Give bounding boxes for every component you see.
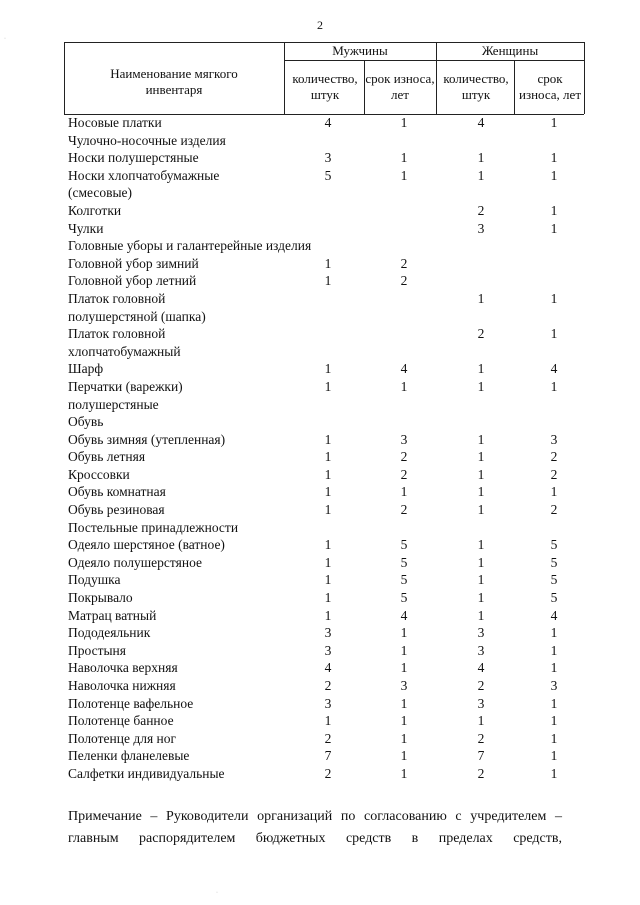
cell-w-qty: 1 <box>477 378 485 394</box>
cell-name: Наволочка нижняя <box>68 678 176 693</box>
cell-name: Платок головной <box>68 290 166 306</box>
table-row <box>0 255 640 273</box>
cell-name: Носовые платки <box>68 115 162 130</box>
cell-name: Полотенце вафельное <box>68 695 194 711</box>
cell-w-wear: 3 <box>550 431 558 447</box>
cell-m-qty: 7 <box>324 748 332 764</box>
table-row <box>0 202 640 220</box>
table-row <box>0 114 640 132</box>
cell-m-wear: 1 <box>400 730 408 746</box>
cell-m-wear: 4 <box>400 607 408 623</box>
cell-w-wear: 1 <box>550 642 558 658</box>
cell-w-wear: 5 <box>550 590 558 606</box>
cell-name: Пододеяльник <box>68 625 151 641</box>
cell-m-qty: 1 <box>324 590 332 606</box>
header-item-name: Наименование мягкого инвентаря <box>110 66 238 97</box>
cell-m-qty: 3 <box>324 150 332 166</box>
cell-m-qty: 4 <box>324 660 332 676</box>
cell-name: Салфетки индивидуальные <box>68 765 225 781</box>
cell-m-wear: 2 <box>400 273 408 289</box>
cell-name: Чулки <box>68 220 104 236</box>
cell-m-wear: 1 <box>400 660 408 676</box>
cell-w-qty: 2 <box>477 730 485 746</box>
cell-m-wear: 3 <box>400 678 408 693</box>
cell-name: Полотенце банное <box>68 713 174 729</box>
cell-name: (смесовые) <box>68 185 133 201</box>
cell-w-wear: 5 <box>550 572 558 588</box>
table-row <box>0 308 640 326</box>
cell-w-wear: 2 <box>550 502 558 518</box>
cell-name: Простыня <box>68 642 126 658</box>
table-row <box>0 431 640 449</box>
cell-w-qty: 1 <box>477 607 485 623</box>
cell-w-qty: 1 <box>477 167 485 183</box>
table-row <box>0 589 640 607</box>
cell-m-wear: 1 <box>400 765 408 781</box>
cell-m-wear: 3 <box>400 431 408 447</box>
table-row <box>0 360 640 378</box>
cell-w-qty: 3 <box>477 642 485 658</box>
cell-m-wear: 2 <box>400 255 408 271</box>
cell-w-qty: 1 <box>477 484 485 500</box>
cell-m-qty: 1 <box>324 502 332 518</box>
cell-w-wear: 1 <box>550 625 558 641</box>
table-row <box>0 466 640 484</box>
table-row <box>0 149 640 167</box>
table-row <box>0 536 640 554</box>
note-line-2: главным распорядителем бюджетных средств в пределах средств, <box>68 831 562 846</box>
cell-w-wear: 1 <box>550 167 558 183</box>
table-row <box>0 343 640 361</box>
table-header <box>64 42 584 114</box>
cell-m-qty: 1 <box>324 554 332 570</box>
cell-m-qty: 1 <box>324 484 332 500</box>
cell-name: Шарф <box>68 361 104 377</box>
scan-dot: · <box>216 890 218 896</box>
header-men-wear-period: срок износа, лет <box>365 71 435 102</box>
cell-w-wear: 2 <box>550 449 558 465</box>
cell-w-wear: 1 <box>550 730 558 746</box>
cell-name: Носки хлопчатобумажные <box>68 167 220 183</box>
cell-w-qty: 2 <box>477 326 485 342</box>
header-women-quantity: количество, штук <box>443 71 509 102</box>
cell-name: Колготки <box>68 202 122 218</box>
table-row <box>0 659 640 677</box>
cell-m-wear: 4 <box>400 361 408 377</box>
cell-w-wear: 2 <box>550 466 558 482</box>
scan-dot: · <box>4 36 6 42</box>
table-row <box>0 730 640 748</box>
cell-name: Обувь зимняя (утепленная) <box>68 431 226 447</box>
cell-m-wear: 1 <box>400 115 408 130</box>
cell-w-wear: 1 <box>550 326 558 342</box>
table-row <box>0 483 640 501</box>
cell-m-qty: 1 <box>324 361 332 377</box>
cell-w-qty: 3 <box>477 220 485 236</box>
table-row <box>0 519 640 537</box>
cell-w-qty: 1 <box>477 537 485 553</box>
table-row <box>0 132 640 150</box>
table-row <box>0 290 640 308</box>
cell-w-wear: 4 <box>550 607 558 623</box>
cell-m-wear: 1 <box>400 150 408 166</box>
cell-w-wear: 3 <box>550 678 558 693</box>
cell-w-wear: 1 <box>550 765 558 781</box>
cell-w-wear: 1 <box>550 484 558 500</box>
header-men: Мужчины <box>332 43 388 58</box>
cell-m-qty: 1 <box>324 255 332 271</box>
note-line-1: Примечание – Руководители организаций по согласованию с учредителем – <box>68 809 562 824</box>
table-row <box>0 220 640 238</box>
header-divider-women <box>514 60 515 114</box>
cell-w-qty: 7 <box>477 748 485 764</box>
cell-w-qty: 1 <box>477 431 485 447</box>
table-row <box>0 448 640 466</box>
cell-name: Пеленки фланелевые <box>68 748 190 764</box>
table-row <box>0 167 640 185</box>
cell-w-qty: 1 <box>477 361 485 377</box>
cell-name: Обувь комнатная <box>68 484 166 500</box>
cell-name: Носки полушерстяные <box>68 150 199 166</box>
cell-name: Матрац ватный <box>68 607 157 623</box>
cell-m-qty: 1 <box>324 466 332 482</box>
table-row <box>0 325 640 343</box>
cell-w-qty: 3 <box>477 695 485 711</box>
cell-name: Постельные принадлежности <box>68 519 239 535</box>
header-men-quantity: количество, штук <box>292 71 358 102</box>
cell-w-qty: 2 <box>477 678 485 693</box>
cell-w-wear: 1 <box>550 150 558 166</box>
table-row <box>0 184 640 202</box>
table-row <box>0 396 640 414</box>
cell-w-qty: 3 <box>477 625 485 641</box>
cell-name: Обувь резиновая <box>68 502 165 518</box>
cell-name: Наволочка верхняя <box>68 660 178 676</box>
cell-m-wear: 1 <box>400 748 408 764</box>
cell-w-qty: 1 <box>477 449 485 465</box>
cell-m-wear: 5 <box>400 554 408 570</box>
table-row <box>0 237 640 255</box>
cell-name: Подушка <box>68 572 121 588</box>
cell-w-qty: 4 <box>477 660 485 676</box>
cell-name: Головные уборы и галантерейные изделия <box>68 238 312 254</box>
table-row <box>0 642 640 660</box>
cell-name: Платок головной <box>68 326 166 342</box>
cell-w-wear: 5 <box>550 554 558 570</box>
table-row <box>0 677 640 695</box>
cell-name: Обувь <box>68 414 104 430</box>
cell-m-qty: 3 <box>324 695 332 711</box>
cell-name: хлопчатобумажный <box>68 343 181 359</box>
cell-m-wear: 1 <box>400 642 408 658</box>
cell-m-qty: 1 <box>324 378 332 394</box>
cell-name: Чулочно-носочные изделия <box>68 132 226 148</box>
cell-name: Полотенце для ног <box>68 730 177 746</box>
cell-name: Кроссовки <box>68 466 130 482</box>
cell-w-wear: 1 <box>550 378 558 394</box>
cell-name: полушерстяной (шапка) <box>68 308 206 324</box>
cell-w-qty: 4 <box>477 115 485 130</box>
cell-m-qty: 1 <box>324 572 332 588</box>
table-row <box>0 571 640 589</box>
cell-w-wear: 1 <box>550 290 558 306</box>
cell-m-qty: 2 <box>324 678 332 693</box>
cell-w-qty: 1 <box>477 572 485 588</box>
cell-name: Перчатки (варежки) <box>68 378 183 394</box>
table-row <box>0 501 640 519</box>
cell-name: Головной убор летний <box>68 273 197 289</box>
cell-m-wear: 1 <box>400 713 408 729</box>
header-women-wear-period: срок износа, лет <box>518 71 581 102</box>
header-right-border <box>584 42 585 114</box>
cell-m-qty: 1 <box>324 713 332 729</box>
cell-w-qty: 2 <box>477 202 485 218</box>
cell-m-qty: 1 <box>324 537 332 553</box>
table-row <box>0 554 640 572</box>
cell-m-wear: 1 <box>400 167 408 183</box>
cell-w-qty: 1 <box>477 150 485 166</box>
cell-m-wear: 1 <box>400 695 408 711</box>
cell-name: полушерстяные <box>68 396 159 412</box>
cell-name: Покрывало <box>68 590 133 606</box>
table-row <box>0 695 640 713</box>
cell-w-qty: 1 <box>477 713 485 729</box>
cell-m-wear: 5 <box>400 590 408 606</box>
cell-m-wear: 2 <box>400 502 408 518</box>
cell-m-qty: 3 <box>324 642 332 658</box>
cell-w-wear: 1 <box>550 115 558 130</box>
cell-m-wear: 1 <box>400 378 408 394</box>
cell-w-qty: 1 <box>477 554 485 570</box>
table-row <box>0 624 640 642</box>
inventory-table-body <box>0 114 640 783</box>
cell-name: Одеяло шерстяное (ватное) <box>68 537 225 553</box>
cell-m-qty: 3 <box>324 625 332 641</box>
cell-w-wear: 5 <box>550 537 558 553</box>
cell-name: Обувь летняя <box>68 449 146 465</box>
cell-w-qty: 1 <box>477 466 485 482</box>
table-row <box>0 712 640 730</box>
cell-m-qty: 1 <box>324 431 332 447</box>
cell-w-qty: 2 <box>477 765 485 781</box>
cell-w-qty: 1 <box>477 290 485 306</box>
cell-w-wear: 1 <box>550 220 558 236</box>
cell-m-wear: 5 <box>400 572 408 588</box>
cell-w-wear: 1 <box>550 748 558 764</box>
cell-name: Одеяло полушерстяное <box>68 554 202 570</box>
cell-m-wear: 1 <box>400 625 408 641</box>
cell-w-wear: 1 <box>550 660 558 676</box>
table-row <box>0 272 640 290</box>
cell-m-wear: 1 <box>400 484 408 500</box>
cell-name: Головной убор зимний <box>68 255 199 271</box>
cell-m-qty: 1 <box>324 273 332 289</box>
cell-m-qty: 1 <box>324 607 332 623</box>
cell-m-qty: 1 <box>324 449 332 465</box>
table-row <box>0 413 640 431</box>
cell-w-wear: 4 <box>550 361 558 377</box>
cell-m-qty: 4 <box>324 115 332 130</box>
table-row <box>0 747 640 765</box>
note-text <box>68 806 562 850</box>
header-left-border <box>64 42 65 114</box>
cell-m-wear: 2 <box>400 466 408 482</box>
cell-m-qty: 2 <box>324 730 332 746</box>
table-row <box>0 765 640 783</box>
header-women: Женщины <box>481 43 539 58</box>
page-number: 2 <box>317 18 323 32</box>
cell-w-wear: 1 <box>550 695 558 711</box>
cell-m-qty: 5 <box>324 167 332 183</box>
cell-w-wear: 1 <box>550 202 558 218</box>
table-row <box>0 378 640 396</box>
cell-m-wear: 5 <box>400 537 408 553</box>
cell-w-wear: 1 <box>550 713 558 729</box>
cell-w-qty: 1 <box>477 590 485 606</box>
cell-m-wear: 2 <box>400 449 408 465</box>
cell-w-qty: 1 <box>477 502 485 518</box>
cell-m-qty: 2 <box>324 765 332 781</box>
table-row <box>0 607 640 625</box>
